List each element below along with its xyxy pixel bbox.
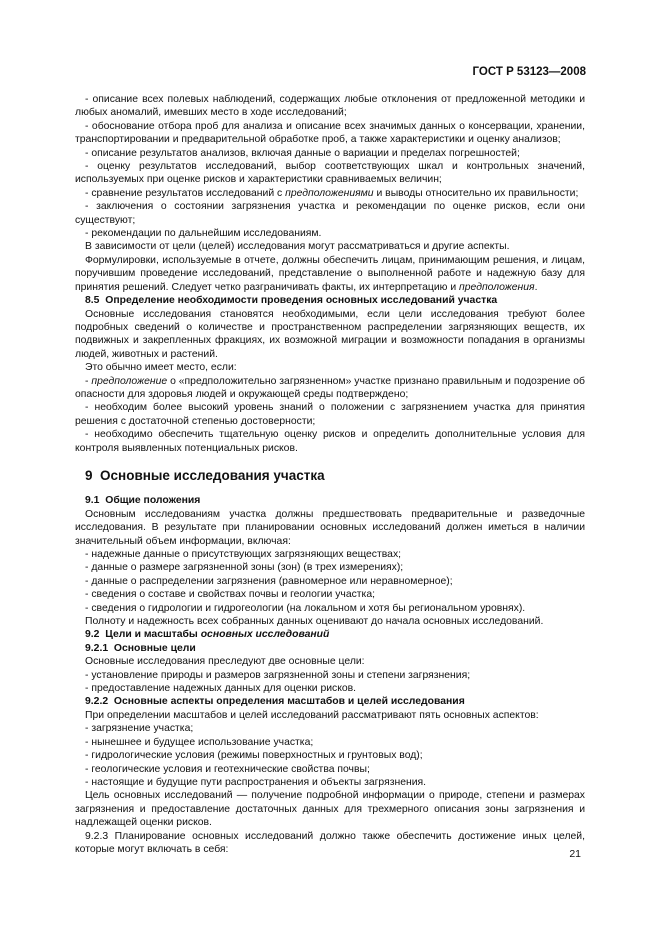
- section-heading-9-2-1: [75, 642, 585, 655]
- list-item: - загрязнение участка;: [85, 723, 194, 735]
- paragraph: Цель основных исследований — получение подробной информации о природе, степени и размерах загрязнения и предоставление достаточных данных для трехмерного описания зоны загрязнения и надлежащей оценки рисков.: [75, 790, 585, 829]
- section-title: Основные цели: [113, 642, 196, 654]
- list-item: - описание всех полевых наблюдений, содержащих любые отклонения от предложенной методики и любых аномалий, имевших место в ходе исследований;: [75, 94, 585, 119]
- italic-term: предположениями: [285, 187, 374, 199]
- document-number: ГОСТ Р 53123—2008: [472, 66, 586, 78]
- paragraph: Основным исследованиям участка должны предшествовать предварительные и разведочные исследования. В результате при планировании основных исследований должен иметься в наличии значительный объем информации, включая:: [75, 508, 585, 547]
- list-item: - оценку результатов исследований, выбор соответствующих шкал и контрольных значений, используемых при оценке рисков и характеристики сравниваемых величин;: [75, 161, 585, 186]
- paragraph: Основные исследования становятся необходимыми, если цели исследования требуют более подробных сведений о количестве и пространственном распределении загрязняющих веществ, их подвижных и закрепленных фракциях, их возможной миграции и возможности попадания в организмы людей, животных и растений.: [75, 308, 585, 360]
- italic-term: предположения: [459, 281, 535, 293]
- list-item: [75, 187, 585, 200]
- section-number: 9.2.1: [85, 642, 109, 654]
- paragraph: В зависимости от цели (целей) исследования могут рассматриваться и другие аспекты.: [85, 241, 510, 253]
- list-item: - установление природы и размеров загрязненной зоны и степени загрязнения;: [85, 669, 471, 681]
- paragraph: При определении масштабов и целей исследований рассматривают пять основных аспектов:: [85, 709, 539, 721]
- text-segment: -: [85, 375, 92, 387]
- paragraph: [75, 254, 585, 294]
- section-heading-9-2-2: [75, 695, 585, 708]
- list-item: - заключения о состоянии загрязнения участка и рекомендации по оценке рисков, если они существуют;: [75, 201, 585, 226]
- paragraph: 9.2.3 Планирование основных исследований должно также обеспечить достижение иных целей, которые могут включать в себя:: [75, 830, 585, 855]
- page-number: 21: [569, 848, 581, 860]
- section-title: Основные аспекты определения масштабов и целей исследования: [113, 696, 465, 708]
- italic-term: предположение: [91, 375, 168, 387]
- list-item: - описание результатов анализов, включая данные о вариации и пределах погрешностей;: [85, 147, 520, 159]
- list-item: - настоящие и будущие пути распространения и объекты загрязнения.: [85, 776, 427, 788]
- section-number: 9: [85, 467, 93, 483]
- section-number: 9.2: [85, 629, 100, 641]
- paragraph: Полноту и надежность всех собранных данных оценивают до начала основных исследований.: [85, 616, 544, 628]
- section-title-italic: основных исследований: [200, 629, 330, 641]
- section-heading-9-1: [75, 494, 585, 507]
- list-item: - обоснование отбора проб для анализа и описание всех значимых данных о консервации, хранении, транспортировании и предварительной обработке проб, а также характеристики и оценку анализов;: [75, 120, 585, 146]
- list-item: - надежные данные о присутствующих загрязняющих веществах;: [85, 549, 402, 560]
- list-item: - сведения о составе и свойствах почвы и геологии участка;: [85, 589, 375, 601]
- text-segment: - сравнение результатов исследований с: [85, 187, 286, 199]
- section-number: 9.1: [85, 495, 100, 507]
- section-title: Общие положения: [105, 495, 201, 507]
- page-content: [75, 93, 585, 856]
- section-heading-9-2: [75, 628, 585, 641]
- section-number: 8.5: [85, 295, 100, 307]
- list-item: - данные о распределении загрязнения (равномерное или неравномерное);: [85, 575, 453, 587]
- list-item: - предоставление надежных данных для оценки рисков.: [85, 683, 357, 695]
- text-segment: о «предположительно загрязненном» участке признано правильным и подозрение об опасности для здоровья людей и окружающей среды подтверждено;: [75, 375, 585, 400]
- list-item: - рекомендации по дальнейшим исследованиям.: [85, 228, 322, 240]
- text-segment: .: [534, 281, 538, 293]
- list-item: - необходимо обеспечить тщательную оценку рисков и определить дополнительные условия для контроля выявленных потенциальных рисков.: [75, 429, 585, 454]
- text-segment: Формулировки, используемые в отчете, должны обеспечить лицам, принимающим решения, и лицам, поручившим проведение исследований, представление о выполненной работе и надежную базу для принятия решений. Следует четко разграничивать факты, их интерпретацию и: [75, 254, 585, 293]
- list-item: - нынешнее и будущее использование участка;: [85, 736, 314, 748]
- paragraph: Это обычно имеет место, если:: [85, 362, 237, 374]
- list-item: - сведения о гидрологии и гидрогеологии (на локальном и хотя бы региональном уровнях).: [85, 602, 526, 614]
- section-number: 9.2.2: [85, 696, 109, 708]
- list-item: - необходим более высокий уровень знаний о положении с загрязнением участка для принятия решения с достаточной степенью достоверности;: [75, 402, 585, 427]
- section-title: Определение необходимости проведения основных исследований участка: [105, 295, 498, 307]
- paragraph: Основные исследования преследуют две основные цели:: [85, 656, 365, 668]
- section-title: Цели и масштабы: [105, 629, 201, 641]
- list-item: - данные о размере загрязненной зоны (зон) (в трех измерениях);: [85, 562, 404, 574]
- text-segment: и выводы относительно их правильности;: [373, 187, 579, 199]
- list-item: [75, 375, 585, 402]
- section-heading-9: [75, 469, 585, 482]
- section-title: Основные исследования участка: [100, 467, 325, 483]
- list-item: - гидрологические условия (режимы поверхностных и грунтовых вод);: [85, 750, 423, 762]
- list-item: - геологические условия и геотехнические свойства почвы;: [85, 763, 370, 775]
- section-heading-8-5: [75, 294, 585, 307]
